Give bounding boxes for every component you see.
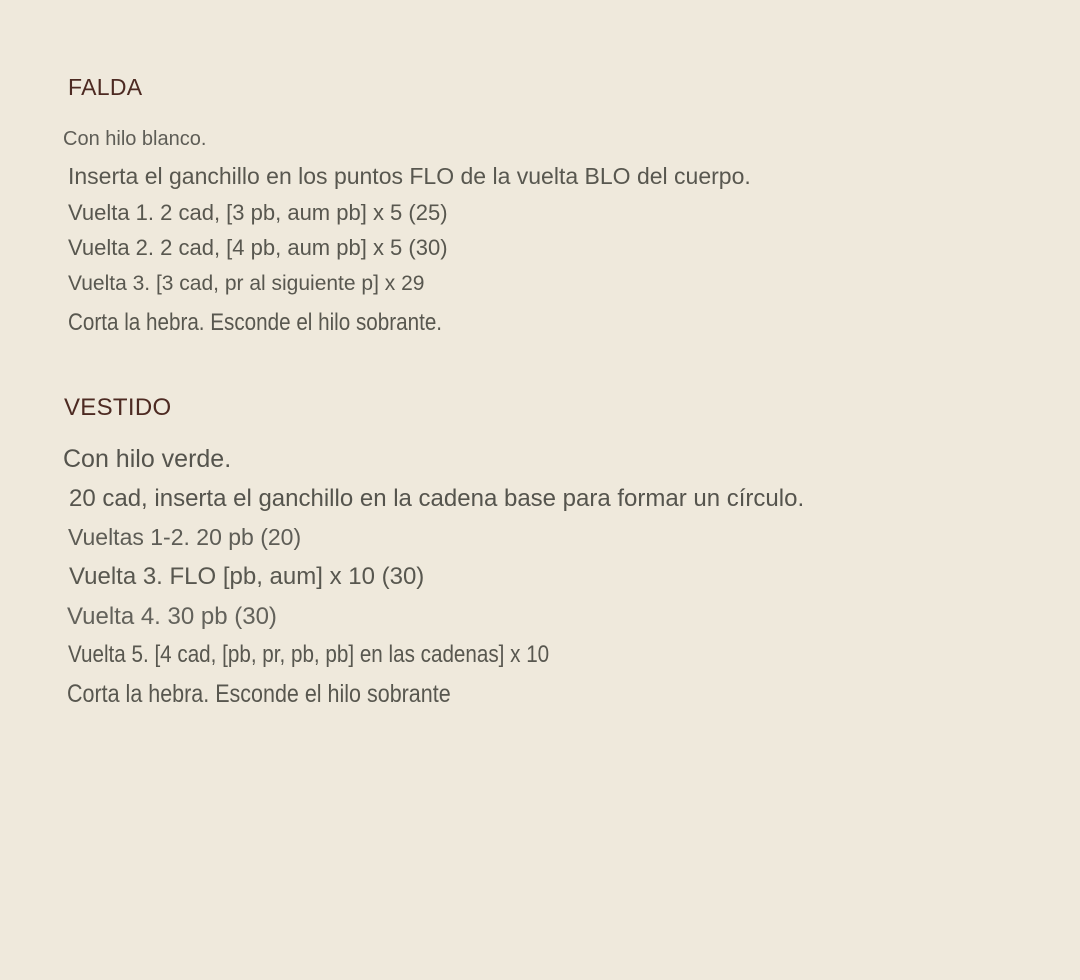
section-title-falda: FALDA — [68, 74, 143, 100]
vestido-line-1: Con hilo verde. — [63, 445, 232, 473]
falda-line-3: Vuelta 1. 2 cad, [3 pb, aum pb] x 5 (25) — [68, 200, 448, 225]
falda-line-5: Vuelta 3. [3 cad, pr al siguiente p] x 29 — [68, 272, 425, 295]
vestido-line-4: Vuelta 3. FLO [pb, aum] x 10 (30) — [69, 563, 425, 590]
vestido-line-3: Vueltas 1-2. 20 pb (20) — [68, 524, 302, 550]
falda-line-6: Corta la hebra. Esconde el hilo sobrante. — [68, 309, 443, 336]
falda-line-2: Inserta el ganchillo en los puntos FLO de la vuelta BLO del cuerpo. — [68, 163, 751, 189]
vestido-line-6: Vuelta 5. [4 cad, [pb, pr, pb, pb] en las cadenas] x 10 — [68, 641, 550, 668]
falda-line-1: Con hilo blanco. — [63, 128, 207, 150]
vestido-line-5: Vuelta 4. 30 pb (30) — [67, 603, 277, 630]
vestido-line-2: 20 cad, inserta el ganchillo en la cadena base para formar un círculo. — [69, 485, 805, 512]
vestido-line-7: Corta la hebra. Esconde el hilo sobrante — [67, 680, 451, 708]
section-title-vestido: VESTIDO — [64, 394, 172, 421]
falda-line-4: Vuelta 2. 2 cad, [4 pb, aum pb] x 5 (30) — [68, 235, 448, 260]
